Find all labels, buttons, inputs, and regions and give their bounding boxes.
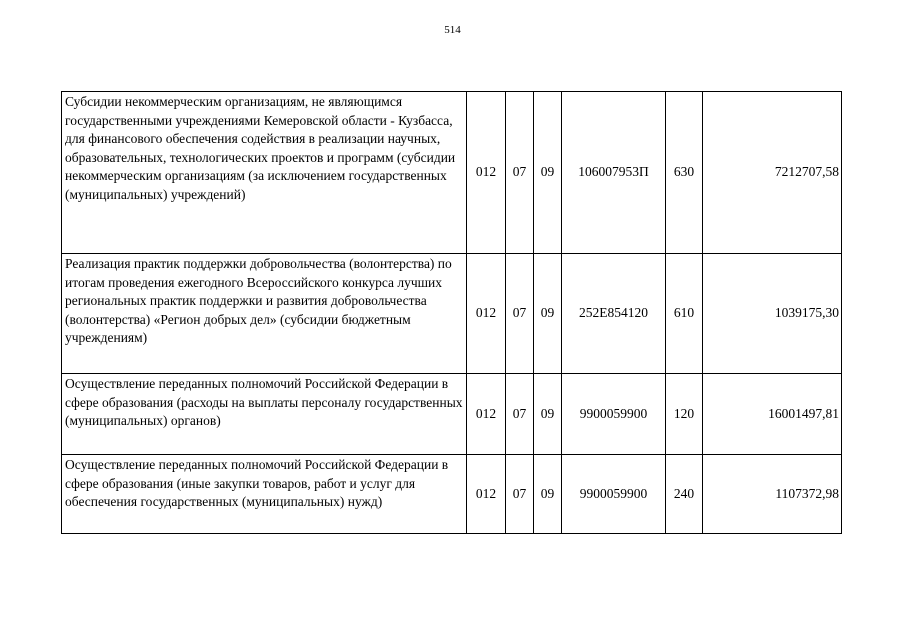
table-row: [62, 92, 842, 254]
target-article-code: 252Е854120: [562, 254, 666, 374]
target-article-code: 9900059900: [562, 374, 666, 455]
amount: 16001497,81: [703, 374, 842, 455]
ministry-code: 012: [467, 254, 506, 374]
amount: 1107372,98: [703, 455, 842, 534]
expense-type-code: 240: [666, 455, 703, 534]
subsection-code: 09: [534, 254, 562, 374]
section-code: 07: [506, 92, 534, 254]
amount: 7212707,58: [703, 92, 842, 254]
target-article-code: 106007953П: [562, 92, 666, 254]
subsection-code: 09: [534, 374, 562, 455]
expense-name-cell: [62, 254, 467, 374]
budget-table: [61, 91, 842, 534]
expense-name-cell: [62, 92, 467, 254]
amount: 1039175,30: [703, 254, 842, 374]
expense-name: Субсидии некоммерческим организациям, не являющимся государственными учреждениями Кемеровской области - Кузбасса, для финансового обеспечения содействия в реализации научных, образовательных, технологических проектов и программ (субсидии некоммерческим организациям (за исключением государственных (муниципальных) учреждений): [65, 94, 456, 202]
expense-name-cell: [62, 374, 467, 455]
table-row: [62, 374, 842, 455]
expense-name: Осуществление переданных полномочий Российской Федерации в сфере образования (иные закупки товаров, работ и услуг для обеспечения государственных (муниципальных) нужд): [65, 457, 449, 509]
table-row: [62, 254, 842, 374]
section-code: 07: [506, 254, 534, 374]
ministry-code: 012: [467, 455, 506, 534]
expense-name-cell: [62, 455, 467, 534]
expense-type-code: 630: [666, 92, 703, 254]
table-row: [62, 455, 842, 534]
subsection-code: 09: [534, 92, 562, 254]
expense-type-code: 610: [666, 254, 703, 374]
section-code: 07: [506, 374, 534, 455]
page-number: 514: [444, 24, 461, 36]
ministry-code: 012: [467, 374, 506, 455]
ministry-code: 012: [467, 92, 506, 254]
section-code: 07: [506, 455, 534, 534]
expense-name: Реализация практик поддержки добровольчества (волонтерства) по итогам проведения ежегодного Всероссийского конкурса лучших региональных практик поддержки и развития добровольчества (волонтерства) «Регион добрых дел» (субсидии бюджетным учреждениям): [65, 256, 452, 345]
expense-name: Осуществление переданных полномочий Российской Федерации в сфере образования (расходы на выплаты персоналу государственных (муниципальных) органов): [65, 376, 463, 428]
target-article-code: 9900059900: [562, 455, 666, 534]
subsection-code: 09: [534, 455, 562, 534]
expense-type-code: 120: [666, 374, 703, 455]
